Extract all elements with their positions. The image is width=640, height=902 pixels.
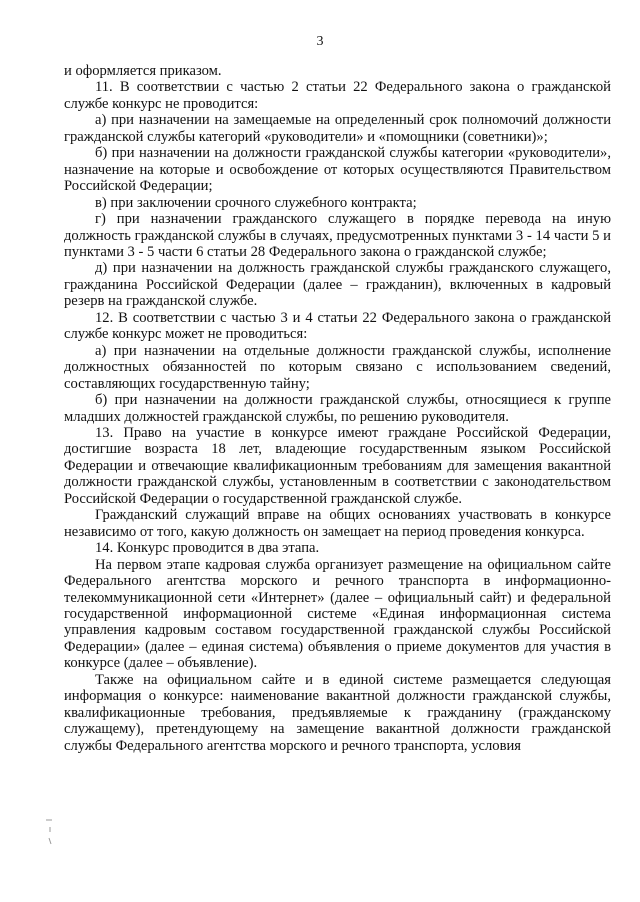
paragraph-clause-11: 11. В соответствии с частью 2 статьи 22 Федерального закона о гражданской службе конкурс не проводится:	[64, 79, 611, 112]
scan-mark-graphic	[44, 818, 56, 846]
paragraph-clause-11-v: в) при заключении срочного служебного контракта;	[95, 194, 417, 211]
paragraph-clause-13: 13. Право на участие в конкурсе имеют граждане Российской Федерации, достигшие возраста 18 лет, владеющие государственным языком Российской Федерации и отвечающие квалификационным требованиям для замещения вакантной должности гражданской службы, установленным в соответствии с законодательством Российской Федерации о государственной гражданской службе.	[64, 424, 611, 507]
paragraph-clause-11-g: г) при назначении гражданского служащего в порядке перевода на иную должность гражданской службы в случаях, предусмотренных пунктами 3 - 14 части 5 и пунктами 3 - 5 части 6 статьи 28 Федерального закона о гражданской службе;	[64, 211, 611, 260]
page-number: 3	[316, 34, 324, 49]
paragraph-clause-14: 14. Конкурс проводится в два этапа.	[95, 540, 320, 557]
paragraph-clause-13-civil-servant: Гражданский служащий вправе на общих основаниях участвовать в конкурсе независимо от того, какую должность он замещает на период проведения конкурса.	[64, 507, 611, 540]
margin-scan-mark	[44, 818, 56, 846]
paragraph-clause-14-published-info: Также на официальном сайте и в единой системе размещается следующая информация о конкурсе: наименование вакантной должности гражданской службы, квалификационные требования, предъявляемые к гражданину (гражданскому служащему), претендующему на замещение вакантной должности гражданской службы Федерального агентства морского и речного транспорта, условия	[64, 671, 611, 754]
paragraph-clause-11-d: д) при назначении на должность гражданской службы гражданского служащего, гражданина Российской Федерации (далее – гражданин), включенных в кадровый резерв на гражданской службе.	[64, 260, 611, 310]
paragraph-clause-14-first-stage: На первом этапе кадровая служба организует размещение на официальном сайте Федерального агентства морского и речного транспорта в информационно-телекоммуникационной сети «Интернет» (далее – официальный сайт) и федеральной государственной информационной системе «Единая информационная система управления кадровым составом государственной гражданской службы Российской Федерации» (далее – единая система) объявления о приеме документов для участия в конкурсе (далее – объявление).	[64, 556, 611, 672]
paragraph-clause-12-b: б) при назначении на должности гражданской службы, относящиеся к группе младших должностей гражданской службы, по решению руководителя.	[64, 392, 611, 425]
paragraph-clause-11-a: а) при назначении на замещаемые на определенный срок полномочий должности гражданской службы категорий «руководители» и «помощники (советники)»;	[64, 112, 611, 145]
paragraph-clause-11-b: б) при назначении на должности гражданской службы категории «руководители», назначение на которые и освобождение от которых осуществляются Правительством Российской Федерации;	[64, 145, 611, 195]
document-body	[64, 63, 611, 754]
paragraph-clause-12: 12. В соответствии с частью 3 и 4 статьи 22 Федерального закона о гражданской службе конкурс может не проводиться:	[64, 309, 611, 343]
paragraph-clause-12-a: а) при назначении на отдельные должности гражданской службы, исполнение должностных обязанностей по которым связано с использованием сведений, составляющих государственную тайну;	[64, 342, 611, 392]
paragraph-continuation: и оформляется приказом.	[64, 63, 222, 79]
